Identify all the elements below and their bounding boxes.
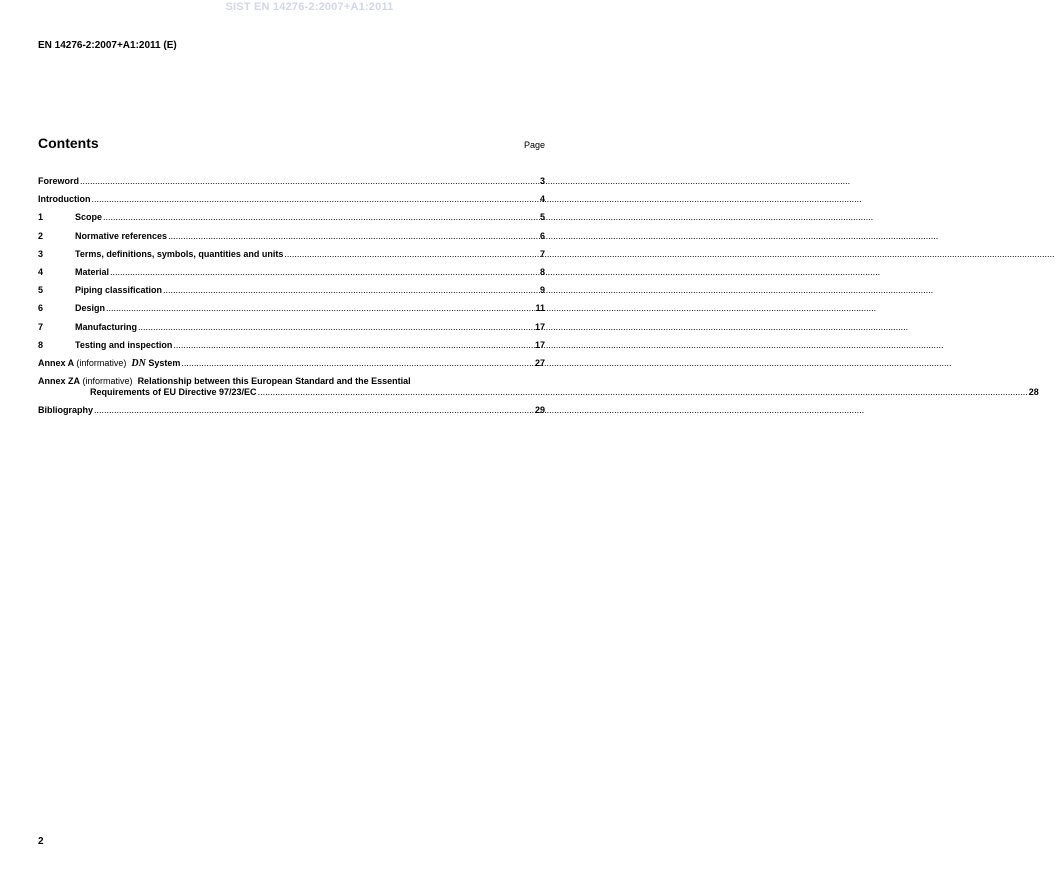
annex-key: Annex A: [38, 357, 74, 368]
toc-page: 28: [1028, 387, 1039, 398]
toc-label: Foreword: [38, 176, 80, 186]
toc-number: 8: [38, 339, 44, 350]
toc-label: Material: [75, 266, 110, 277]
toc-page: 29: [534, 405, 545, 416]
leader-dots: [103, 212, 539, 223]
toc-number: 6: [38, 303, 44, 314]
toc-page: 6: [539, 230, 545, 241]
toc-page: 27: [534, 357, 545, 368]
annex-za-line1: [38, 376, 1039, 387]
annex-type: (informative): [76, 357, 127, 368]
toc-page: 8: [539, 266, 545, 277]
toc-label: Bibliography: [38, 405, 94, 416]
annex-za-line2: [38, 387, 1039, 398]
leader-dots: [258, 387, 1028, 398]
leader-dots: [92, 194, 539, 205]
toc-entry-introduction[interactable]: [38, 194, 545, 205]
toc-page: 3: [539, 176, 545, 186]
leader-dots: [181, 358, 534, 369]
leader-dots: [94, 405, 534, 416]
toc-number: 2: [38, 230, 44, 241]
leader-dots: [173, 340, 534, 351]
annex-title-line2: Requirements of EU Directive 97/23/EC: [90, 387, 257, 398]
toc-entry-annex-za[interactable]: [38, 376, 1039, 398]
toc-label: Design: [75, 303, 106, 314]
toc-entry-normative-references[interactable]: [38, 231, 545, 242]
contents-title: Contents: [38, 135, 99, 151]
toc-entry-manufacturing[interactable]: [38, 322, 545, 333]
toc-entry-annex-a[interactable]: [38, 358, 545, 369]
toc-entry-terms-definitions[interactable]: [38, 249, 545, 260]
toc-number: 1: [38, 212, 44, 223]
document-id-header: EN 14276-2:2007+A1:2011 (E): [38, 40, 177, 51]
toc-page: 7: [539, 248, 545, 259]
dn-symbol: DN: [131, 357, 146, 369]
leader-dots: [106, 303, 534, 314]
annex-za-block: [38, 376, 1039, 398]
toc-entry-bibliography[interactable]: [38, 405, 545, 416]
toc-label: Normative references: [75, 230, 168, 241]
toc-entry-testing-inspection[interactable]: [38, 340, 545, 351]
page-number: 2: [38, 836, 44, 847]
toc-page: 5: [539, 212, 545, 223]
toc-number: 7: [38, 321, 44, 332]
leader-dots: [80, 176, 539, 187]
annex-key: Annex ZA: [38, 376, 81, 387]
leader-dots: [168, 231, 539, 242]
annex-title-line1: Relationship between this European Standard and the Essential: [137, 376, 411, 387]
toc-entry-scope[interactable]: [38, 212, 545, 223]
toc-page: 9: [539, 285, 545, 296]
watermark: SIST EN 14276-2:2007+A1:2011: [225, 1, 394, 13]
page-column-label: Page: [523, 140, 545, 150]
toc-page: 4: [539, 194, 545, 205]
toc-number: 3: [38, 248, 44, 259]
toc-label: [38, 358, 180, 369]
toc-page: 17: [534, 321, 545, 332]
leader-dots: [138, 322, 534, 333]
toc-page: 17: [534, 339, 545, 350]
annex-title: System: [148, 357, 181, 368]
toc-page: 11: [535, 303, 545, 314]
toc-entry-design[interactable]: [38, 303, 545, 314]
toc-number: 5: [38, 285, 44, 296]
toc-label: Introduction: [38, 194, 91, 205]
toc-label: Scope: [75, 212, 103, 223]
toc-label: Piping classification: [75, 285, 163, 296]
toc-label: Terms, definitions, symbols, quantities and units: [75, 248, 284, 259]
leader-dots: [163, 285, 539, 296]
annex-type: (informative): [82, 376, 133, 387]
leader-dots: [110, 267, 539, 278]
toc-entry-piping-classification[interactable]: [38, 285, 545, 296]
toc-number: 4: [38, 266, 44, 277]
toc-label: Testing and inspection: [75, 339, 173, 350]
toc-entry-foreword[interactable]: [38, 176, 545, 187]
toc-entry-material[interactable]: [38, 267, 545, 278]
toc-label: Manufacturing: [75, 321, 137, 332]
table-of-contents: [38, 176, 1039, 423]
leader-dots: [284, 249, 539, 260]
